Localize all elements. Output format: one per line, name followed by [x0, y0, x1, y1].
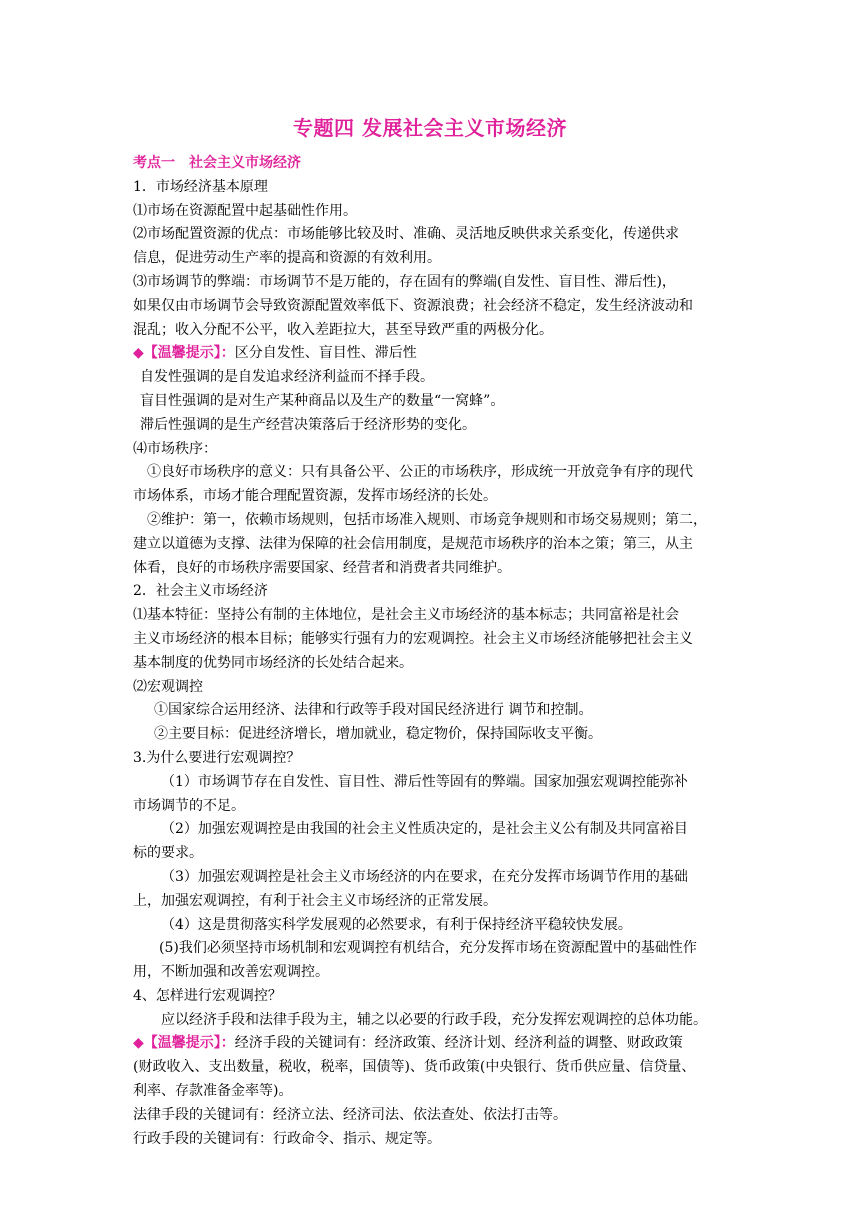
text-line: 信息，促进劳动生产率的提高和资源的有效利用。: [133, 250, 441, 267]
text-line: ⑶市场调节的弊端：市场调节不是万能的，存在固有的弊端(自发性、盲目性、滞后性)，: [133, 273, 676, 290]
text-line: ①良好市场秩序的意义：只有具备公平、公正的市场秩序，形成统一开放竞争有序的现代: [147, 464, 693, 481]
text-line: 上，加强宏观调控，有利于社会主义市场经济的正常发展。: [133, 892, 497, 909]
text-line: 自发性强调的是自发追求经济利益而不择手段。: [140, 369, 434, 386]
tip-text: 区分自发性、盲目性、滞后性: [234, 345, 417, 362]
text-line: 混乱；收入分配不公平，收入差距拉大，甚至导致严重的两极分化。: [133, 321, 553, 338]
text-line: ②维护：第一，依赖市场规则，包括市场准入规则、市场竞争规则和市场交易规则；第二，: [147, 511, 707, 528]
text-line: ⑴市场在资源配置中起基础性作用。: [133, 202, 357, 219]
section-heading: 考点一 社会主义市场经济: [133, 155, 301, 171]
text-line: (财政收入、支出数量，税收，税率，国债等)、货币政策(中央银行、货币供应量、信贷量、: [133, 1059, 696, 1076]
tip-line: [133, 1032, 733, 1056]
text-line: 如果仅由市场调节会导致资源配置效率低下、资源浪费；社会经济不稳定，发生经济波动和: [133, 297, 693, 314]
text-line: 标的要求。: [133, 845, 203, 862]
text-line: 盲目性强调的是对生产某种商品以及生产的数量“一窝蜂”。: [140, 392, 505, 409]
text-line: （4）这是贯彻落实科学发展观的必然要求，有利于保持经济平稳较快发展。: [161, 916, 632, 933]
text-line: （3）加强宏观调控是社会主义市场经济的内在要求，在充分发挥市场调节作用的基础: [161, 868, 688, 885]
text-line: 4、怎样进行宏观调控？: [133, 987, 282, 1004]
document-body: [133, 152, 733, 1151]
text-line: 行政手段的关键词有：行政命令、指示、规定等。: [133, 1130, 441, 1147]
page-title: 专题四 发展社会主义市场经济: [293, 116, 567, 140]
text-line: （2）加强宏观调控是由我国的社会主义性质决定的，是社会主义公有制及共同富裕目: [161, 821, 688, 838]
text-line: 法律手段的关键词有：经济立法、经济司法、依法查处、依法打击等。: [133, 1106, 567, 1123]
text-line: ②主要目标：促进经济增长，增加就业，稳定物价，保持国际收支平衡。: [154, 726, 602, 743]
text-line: 市场体系，市场才能合理配置资源，发挥市场经济的长处。: [133, 488, 497, 505]
text-line: 主义市场经济的根本目标；能够实行强有力的宏观调控。社会主义市场经济能够把社会主义: [133, 630, 693, 647]
text-line: ①国家综合运用经济、法律和行政等手段对国民经济进行 调节和控制。: [154, 702, 593, 719]
tip-label: ◆【温馨提示】：: [133, 1035, 235, 1052]
text-line: 建立以道德为支撑、法律为保障的社会信用制度，是规范市场秩序的治本之策；第三，从主: [133, 535, 693, 552]
text-line: （1）市场调节存在自发性、盲目性、滞后性等固有的弊端。国家加强宏观调控能弥补: [161, 773, 688, 790]
text-line: 2．社会主义市场经济: [133, 583, 268, 600]
tip-label: ◆【温馨提示】：: [133, 345, 235, 362]
text-line: 基本制度的优势同市场经济的长处结合起来。: [133, 654, 413, 671]
text-line: ⑴基本特征：坚持公有制的主体地位，是社会主义市场经济的基本标志；共同富裕是社会: [133, 607, 679, 624]
text-line: 体看，良好的市场秩序需要国家、经营者和消费者共同维护。: [133, 559, 511, 576]
tip-line: [133, 342, 733, 366]
tip-text: 经济手段的关键词有：经济政策、经济计划、经济利益的调整、财政政策: [234, 1035, 683, 1052]
text-line: (5)我们必须坚持市场机制和宏观调控有机结合，充分发挥市场在资源配置中的基础性作: [159, 940, 697, 957]
text-line: 用，不断加强和改善宏观调控。: [133, 964, 329, 981]
text-line: ⑷市场秩序：: [133, 440, 217, 457]
text-line: 市场调节的不足。: [133, 797, 245, 814]
text-line: 滞后性强调的是生产经营决策落后于经济形势的变化。: [140, 416, 476, 433]
text-line: 利率、存款准备金率等)。: [133, 1083, 293, 1100]
text-line: ⑵宏观调控: [133, 678, 203, 695]
text-line: ⑵市场配置资源的优点：市场能够比较及时、准确、灵活地反映供求关系变化，传递供求: [133, 226, 679, 243]
text-line: 3.为什么要进行宏观调控？: [133, 749, 301, 766]
text-line: 应以经济手段和法律手段为主，辅之以必要的行政手段，充分发挥宏观调控的总体功能。: [161, 1011, 707, 1028]
text-line: 1．市场经济基本原理: [133, 178, 268, 195]
